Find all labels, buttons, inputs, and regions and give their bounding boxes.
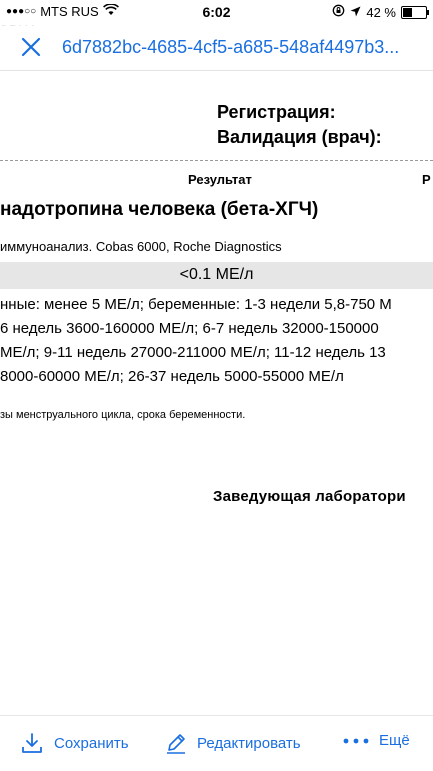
more-label: Ещё bbox=[379, 732, 410, 749]
status-bar bbox=[0, 0, 433, 24]
save-label: Сохранить bbox=[54, 734, 129, 752]
battery-level-fill bbox=[403, 8, 412, 17]
bottom-toolbar bbox=[0, 715, 433, 771]
document-preview[interactable] bbox=[0, 72, 433, 712]
close-icon bbox=[20, 36, 42, 58]
battery-icon bbox=[401, 6, 427, 19]
test-method: иммуноанализ. Cobas 6000, Roche Diagnostics bbox=[0, 239, 282, 254]
registration-label: Регистрация: bbox=[217, 102, 336, 122]
carrier-name: MTS RUS bbox=[40, 4, 99, 19]
reference-line: 8000-60000 МЕ/л; 26-37 недель 5000-55000 МЕ/л bbox=[0, 368, 344, 385]
more-dots-icon bbox=[343, 737, 369, 745]
edit-button[interactable] bbox=[165, 732, 301, 754]
pencil-icon bbox=[165, 732, 187, 754]
close-button[interactable] bbox=[20, 36, 42, 58]
document-title: 6d7882bc-4685-4cf5-a685-548af4497b3... bbox=[62, 37, 400, 57]
dashed-divider bbox=[0, 160, 433, 161]
reference-line: 6 недель 3600-160000 МЕ/л; 6-7 недель 32000-150000 bbox=[0, 320, 379, 337]
reference-line: нные: менее 5 МЕ/л; беременные: 1-3 недели 5,8-750 М bbox=[0, 296, 392, 313]
validation-label: Валидация (врач): bbox=[217, 127, 382, 147]
navigation-bar bbox=[0, 26, 433, 71]
signal-strength-icon: ●●●○○ bbox=[6, 6, 37, 17]
download-icon bbox=[20, 732, 44, 754]
head-of-lab-signature: Заведующая лаборатори bbox=[213, 488, 406, 505]
location-arrow-icon bbox=[350, 5, 361, 20]
column-header-result: Результат bbox=[188, 172, 252, 187]
result-value: <0.1 МЕ/л bbox=[179, 266, 254, 283]
rotation-lock-icon bbox=[332, 4, 345, 20]
status-time: 6:02 bbox=[202, 4, 231, 20]
result-row bbox=[0, 262, 433, 289]
save-button[interactable] bbox=[20, 732, 129, 754]
status-right bbox=[332, 4, 427, 20]
more-button[interactable] bbox=[343, 732, 410, 749]
test-title: надотропина человека (бета-ХГЧ) bbox=[0, 199, 319, 220]
edit-label: Редактировать bbox=[197, 734, 301, 752]
reference-line: МЕ/л; 9-11 недель 27000-211000 МЕ/л; 11-12 недель 13 bbox=[0, 344, 386, 361]
battery-percent: 42 % bbox=[366, 4, 396, 20]
footnote: зы менструального цикла, срока беременности. bbox=[0, 409, 246, 421]
column-header-truncated: Р bbox=[422, 172, 431, 187]
